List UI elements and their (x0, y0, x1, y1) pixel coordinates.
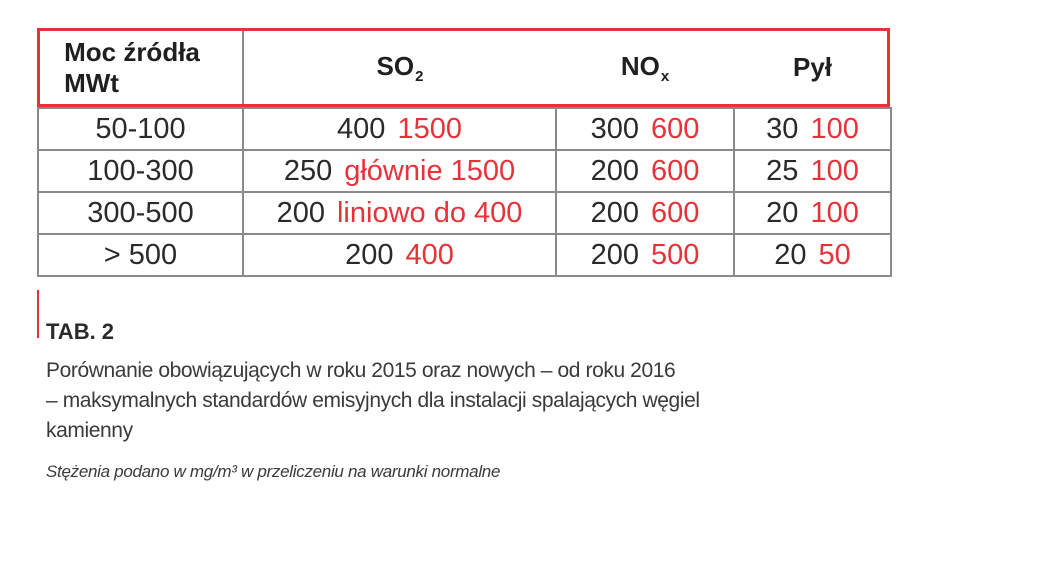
nox-new-value: 600 (651, 196, 700, 229)
nox-old-value: 200 (590, 196, 639, 229)
dust-new-value: 100 (810, 112, 859, 145)
caption-note: Stężenia podano w mg/m³ w przeliczeniu na warunki normalne (46, 462, 501, 481)
nox-new-value: 500 (651, 238, 700, 271)
cell-dust (734, 192, 891, 234)
table-row (38, 234, 891, 276)
so2-new-value: 1500 (397, 112, 462, 145)
cell-dust (734, 108, 891, 150)
so2-new-value: 400 (405, 238, 454, 271)
header-so2-main: SO (376, 50, 415, 81)
cell-power: 100-300 (38, 150, 243, 192)
so2-new-value: liniowo do 400 (336, 196, 523, 229)
so2-old-value: 400 (337, 112, 386, 145)
header-nox-main: NO (620, 50, 660, 81)
header-nox (556, 28, 734, 108)
caption-label: TAB. 2 (46, 319, 115, 344)
cell-so2 (243, 234, 556, 276)
cell-dust (734, 234, 891, 276)
so2-old-value: 200 (345, 238, 394, 271)
dust-old-value: 30 (766, 112, 799, 145)
nox-new-value: 600 (651, 112, 700, 145)
cell-power: 300-500 (38, 192, 243, 234)
cell-so2 (243, 108, 556, 150)
dust-new-value: 100 (810, 196, 859, 229)
caption-marker-line (37, 290, 39, 338)
so2-old-value: 200 (276, 196, 325, 229)
so2-old-value: 250 (283, 154, 333, 187)
table-header-row (38, 28, 891, 108)
cell-so2 (243, 150, 556, 192)
dust-old-value: 20 (766, 196, 799, 229)
header-source-power-line2: MWt (64, 67, 119, 98)
dust-new-value: 50 (818, 238, 851, 271)
header-source-power (38, 28, 243, 108)
header-source-power-line1: Moc źródła (64, 36, 200, 67)
caption-line-2: – maksymalnych standardów emisyjnych dla instalacji spalających węgiel (46, 389, 700, 412)
table-row (38, 192, 891, 234)
so2-new-value: głównie 1500 (344, 154, 516, 187)
emission-standards-table (37, 28, 892, 277)
nox-old-value: 300 (590, 112, 639, 145)
cell-nox (556, 192, 734, 234)
cell-power: > 500 (38, 234, 243, 276)
nox-new-value: 600 (651, 154, 700, 187)
dust-new-value: 100 (810, 154, 859, 187)
dust-old-value: 25 (766, 154, 799, 187)
table-row (38, 150, 891, 192)
cell-dust (734, 150, 891, 192)
emission-table (37, 28, 890, 277)
nox-old-value: 200 (590, 154, 639, 187)
dust-old-value: 20 (774, 238, 807, 271)
caption-text (46, 356, 846, 446)
header-dust-label: Pył (792, 52, 833, 82)
header-so2-sub: 2 (415, 67, 424, 85)
header-dust (734, 28, 891, 108)
cell-nox (556, 108, 734, 150)
header-so2 (243, 28, 556, 108)
cell-nox (556, 150, 734, 192)
header-nox-sub: x (660, 67, 670, 85)
nox-old-value: 200 (590, 238, 639, 271)
caption-line-1: Porównanie obowiązujących w roku 2015 oraz nowych – od roku 2016 (46, 359, 676, 382)
cell-nox (556, 234, 734, 276)
cell-power: 50-100 (38, 108, 243, 150)
table-row (38, 108, 891, 150)
caption-line-3: kamienny (46, 419, 133, 442)
cell-so2 (243, 192, 556, 234)
